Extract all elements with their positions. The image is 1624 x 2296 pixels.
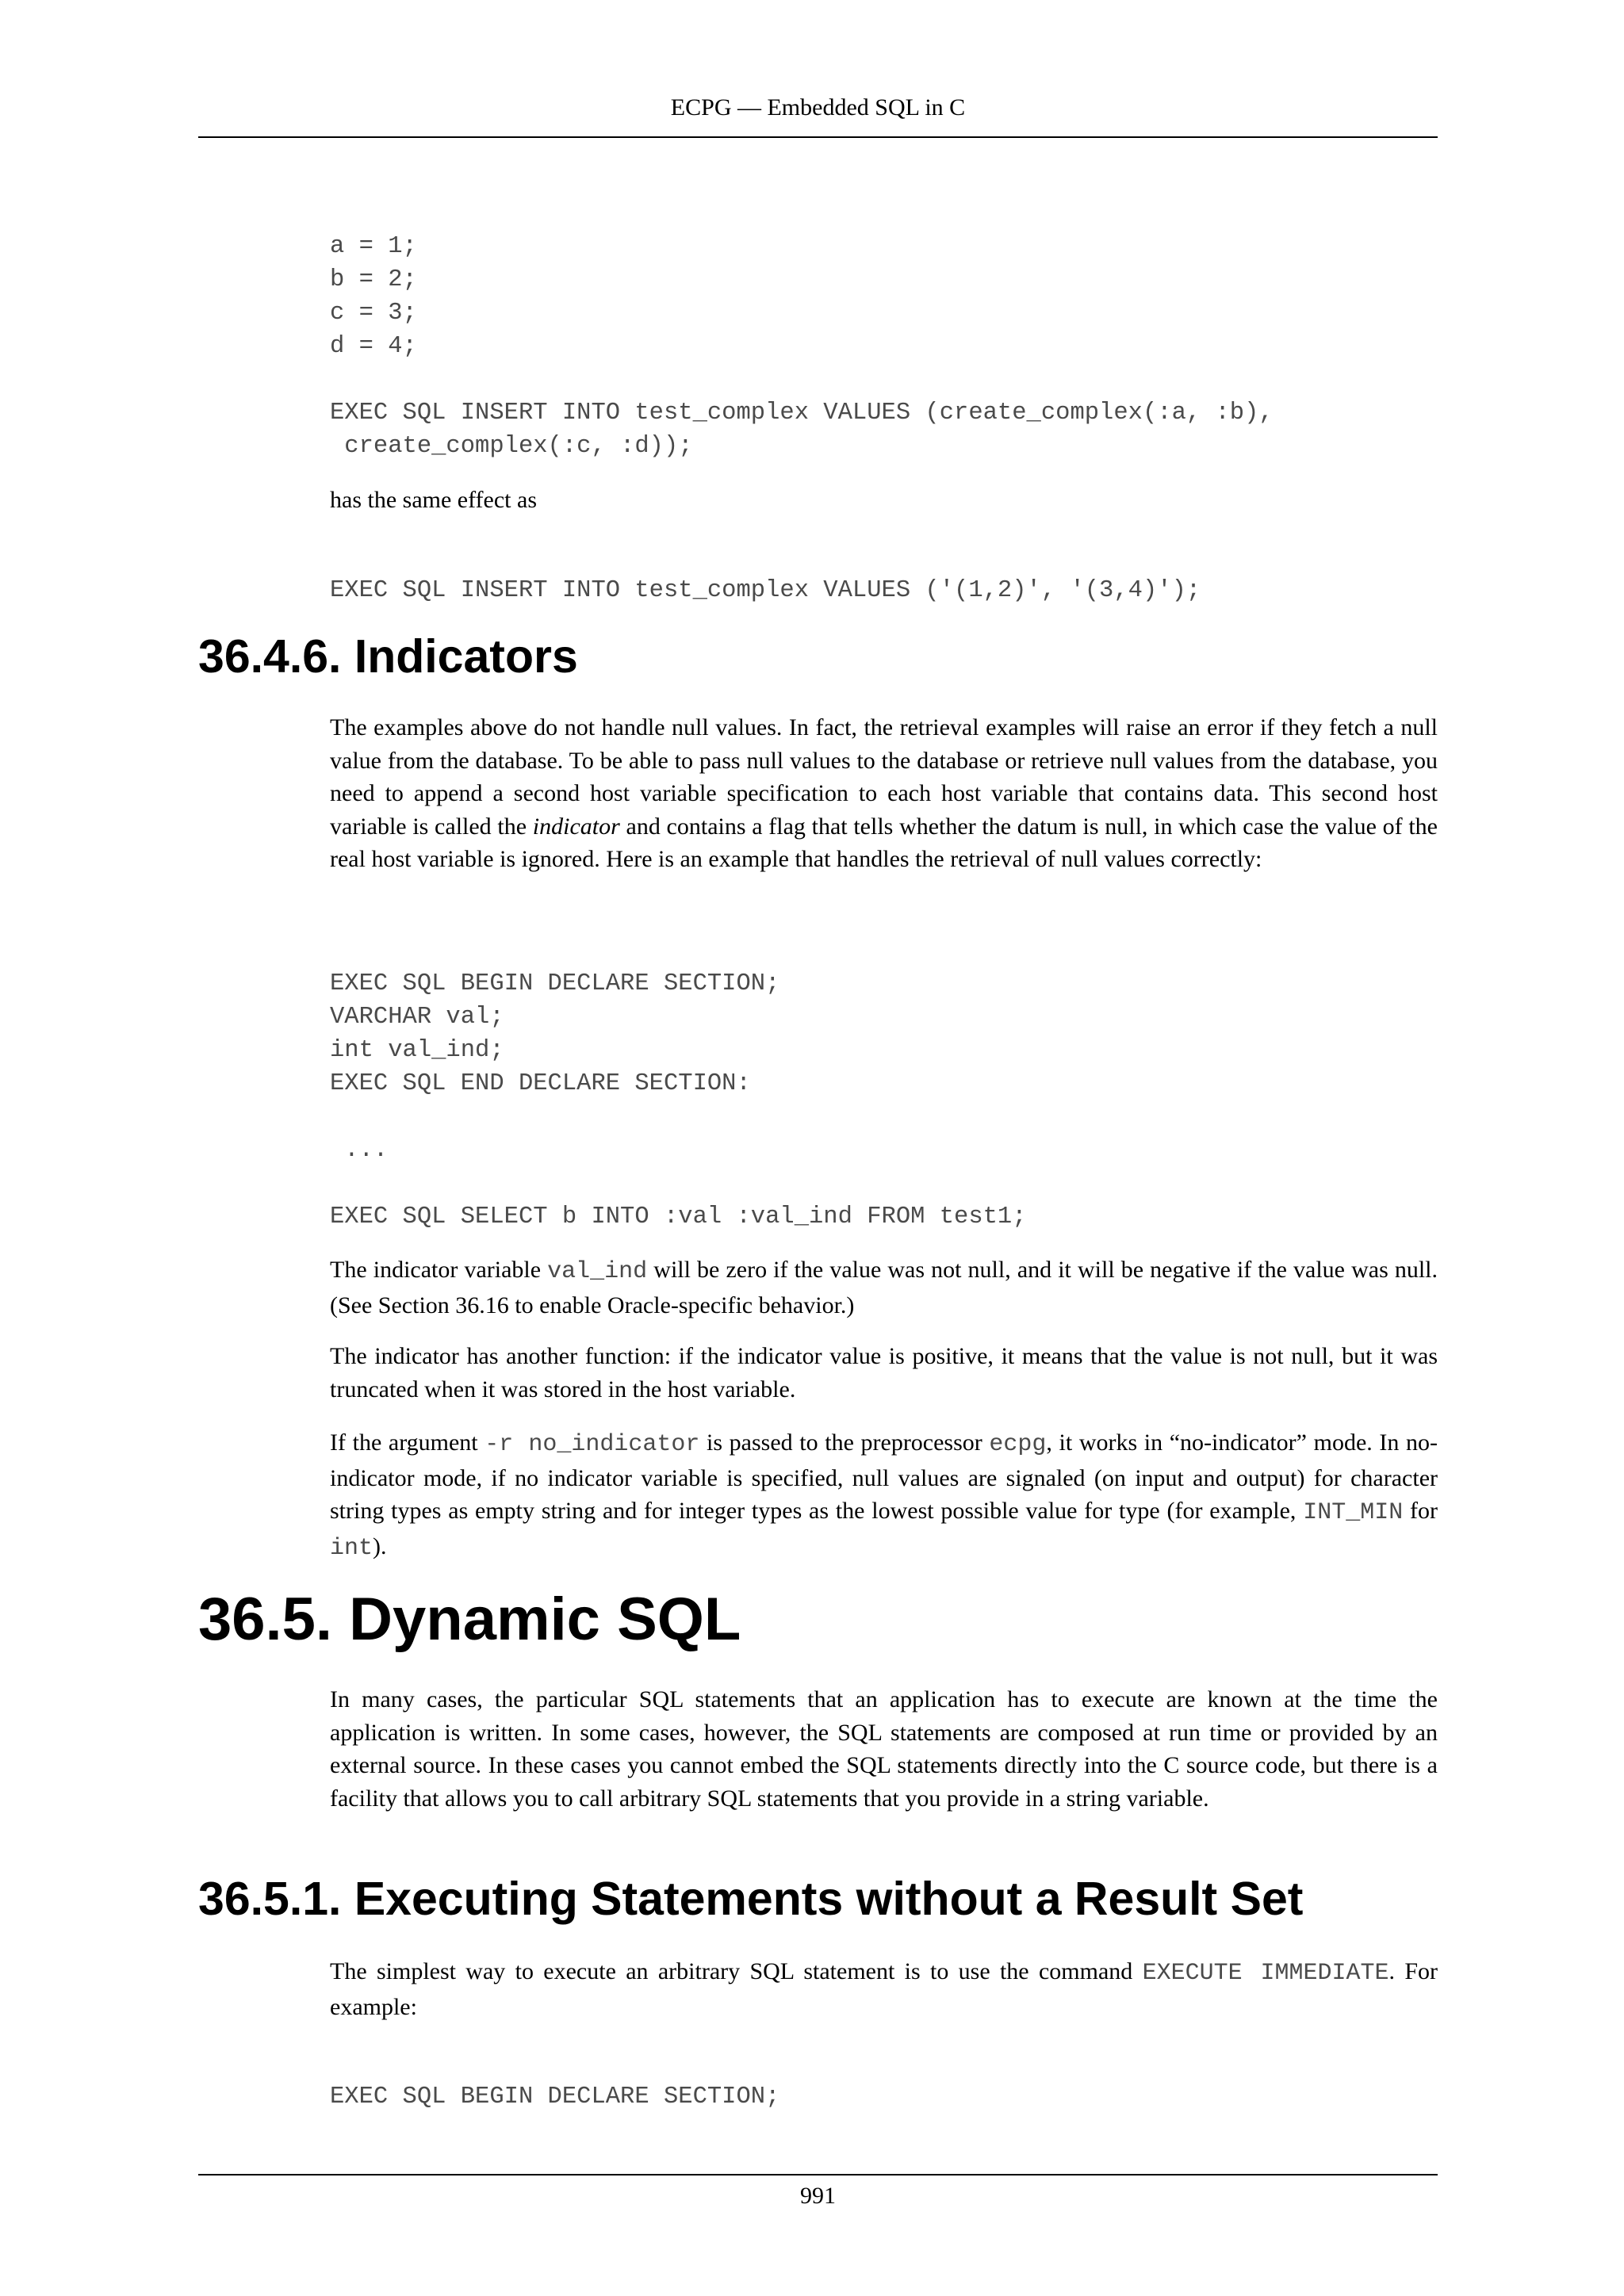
inline-code-int-min: INT_MIN xyxy=(1303,1499,1404,1526)
footer-rule xyxy=(198,2174,1438,2175)
inline-code-no-indicator: -r no_indicator xyxy=(485,1431,700,1458)
code-block-declare-section: EXEC SQL BEGIN DECLARE SECTION; xyxy=(330,2084,780,2110)
inline-code-execute-immediate: EXECUTE IMMEDIATE xyxy=(1142,1960,1389,1987)
section-heading-executing-statements: 36.5.1. Executing Statements without a Result Set xyxy=(198,1873,1304,1925)
inline-code-ecpg: ecpg xyxy=(989,1431,1047,1458)
code-block-indicator-example: EXEC SQL BEGIN DECLARE SECTION; VARCHAR val; int val_ind; EXEC SQL END DECLARE SECTION: ... EXEC SQL SELECT b INTO :val :val_ind FROM test1; xyxy=(330,970,1027,1230)
term-indicator: indicator xyxy=(532,813,620,840)
header-rule xyxy=(198,136,1438,138)
section-heading-dynamic-sql: 36.5. Dynamic SQL xyxy=(198,1586,741,1653)
section-heading-indicators: 36.4.6. Indicators xyxy=(198,630,578,683)
paragraph-indicator-function: The indicator has another function: if the indicator value is positive, it means that the value is not null, but it was truncated when it was stored in the host variable. xyxy=(330,1343,1438,1402)
paragraph-dynamic-sql-intro: In many cases, the particular SQL statements that an application has to execute are known at the time the application is written. In some cases, however, the SQL statements are composed at run time or provided by an external source. In these cases you cannot embed the SQL statements directly into the C source code, but there is a facility that allows you to call arbitrary SQL statements that you provide in a string variable. xyxy=(330,1686,1438,1812)
paragraph-no-indicator-mode: If the argument -r no_indicator is passed to the preprocessor ecpg, it works in “no-indicator” mode. In no-indicator mode, if no indicator variable is specified, null values are signaled (on input and output) for character string types as empty string and for integer types as the lowest possible value for type (for example, INT_MIN for int). xyxy=(330,1429,1438,1562)
page-number: 991 xyxy=(800,2183,836,2209)
paragraph-execute-immediate: The simplest way to execute an arbitrary SQL statement is to use the command EXECUTE IMMEDIATE. For example: xyxy=(330,1958,1438,2020)
paragraph-same-effect: has the same effect as xyxy=(330,487,537,513)
inline-code-int: int xyxy=(330,1534,373,1562)
paragraph-indicators-intro: The examples above do not handle null values. In fact, the retrieval examples will raise an error if they fetch a null value from the database. To be able to pass null values to the database or retrieve null values from the database, you need to append a second host variable specification to each host variable that contains data. This second host variable is called the indicator and contains a flag that tells whether the datum is null, in which case the value of the real host variable is ignored. Here is an example that handles the retrieval of null values correctly: xyxy=(330,714,1438,872)
running-header: ECPG — Embedded SQL in C xyxy=(670,94,966,121)
paragraph-indicator-variable: The indicator variable val_ind will be zero if the value was not null, and it will be negative if the value was null. (See Section 36.16 to enable Oracle-specific behavior.) xyxy=(330,1257,1438,1318)
code-block-insert-literal: EXEC SQL INSERT INTO test_complex VALUES ('(1,2)', '(3,4)'); xyxy=(330,577,1201,604)
inline-code-val-ind: val_ind xyxy=(547,1258,648,1285)
code-block-assignments: a = 1; b = 2; c = 3; d = 4; EXEC SQL INSERT INTO test_complex VALUES (create_complex(:a, :b), create_complex(:c, :d)); xyxy=(330,233,1274,460)
